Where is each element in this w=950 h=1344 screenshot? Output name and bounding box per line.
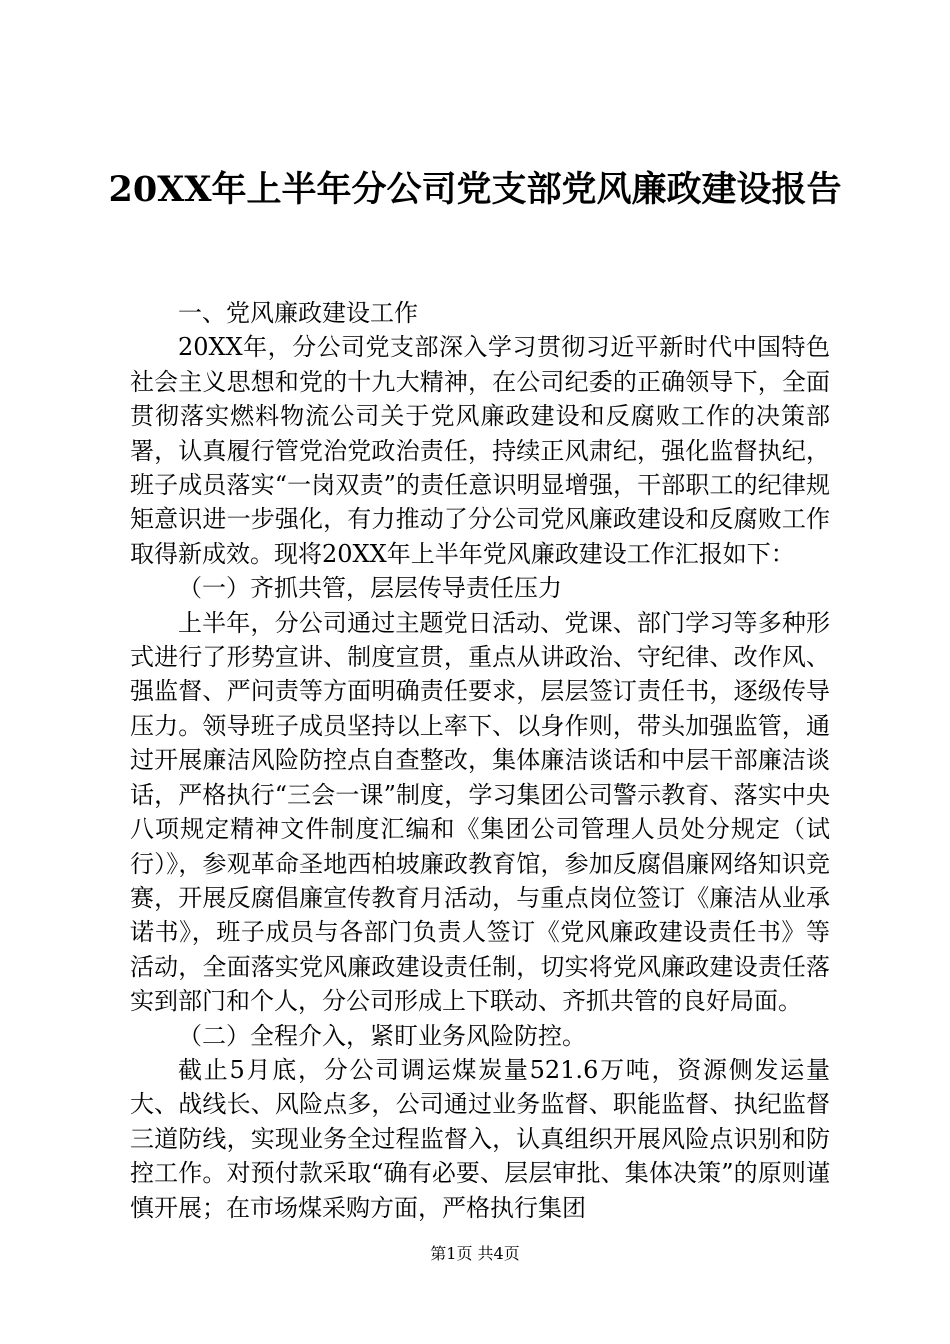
subsection-heading: （二）全程介入，紧盯业务风险防控。 xyxy=(178,1021,586,1050)
document-title: 20XX年上半年分公司党支部党风廉政建设报告 xyxy=(108,169,842,210)
subsection-heading: （一）齐抓共管，层层传导责任压力 xyxy=(178,574,562,603)
body-paragraph: 截止5月底，分公司调运煤炭量521.6万吨，资源侧发运量大、战线长、风险点多，公司通过业务监督、职能监督、执纪监督三道防线，实现业务全过程监督入，认真组织开展风险点识别和防控工作。对预付款采取“确有必要、层层审批、集体决策”的原则谨慎开展；在市场煤采购方面，严格执行集团 xyxy=(130,1055,830,1222)
body-paragraph: 上半年，分公司通过主题党日活动、党课、部门学习等多种形式进行了形势宣讲、制度宣贯，重点从讲政治、守纪律、改作风、强监督、严问责等方面明确责任要求，层层签订责任书，逐级传导压力。领导班子成员坚持以上率下、以身作则，带头加强监管，通过开展廉洁风险防控点自查整改，集体廉洁谈话和中层干部廉洁谈话，严格执行“三会一课”制度，学习集团公司警示教育、落实中央八项规定精神文件制度汇编和《集团公司管理人员处分规定（试行）》，参观革命圣地西柏坡廉政教育馆，参加反腐倡廉网络知识竞赛，开展反腐倡廉宣传教育月活动，与重点岗位签订《廉洁从业承诺书》，班子成员与各部门负责人签订《党风廉政建设责任书》等活动，全面落实党风廉政建设责任制，切实将党风廉政建设责任落实到部门和个人，分公司形成上下联动、齐抓共管的良好局面。 xyxy=(130,608,830,1016)
section-heading: 一、党风廉政建设工作 xyxy=(178,299,418,327)
body-paragraph: 20XX年，分公司党支部深入学习贯彻习近平新时代中国特色社会主义思想和党的十九大精神，在公司纪委的正确领导下，全面贯彻落实燃料物流公司关于党风廉政建设和反腐败工作的决策部署，认真履行管党治党政治责任，持续正风肃纪，强化监督执纪，班子成员落实“一岗双责”的责任意识明显增强，干部职工的纪律规矩意识进一步强化，有力推动了分公司党风廉政建设和反腐败工作取得新成效。现将20XX年上半年党风廉政建设工作汇报如下： xyxy=(130,333,830,568)
page-footer: 第1页 共4页 xyxy=(430,1244,520,1263)
document-body xyxy=(130,296,830,1225)
